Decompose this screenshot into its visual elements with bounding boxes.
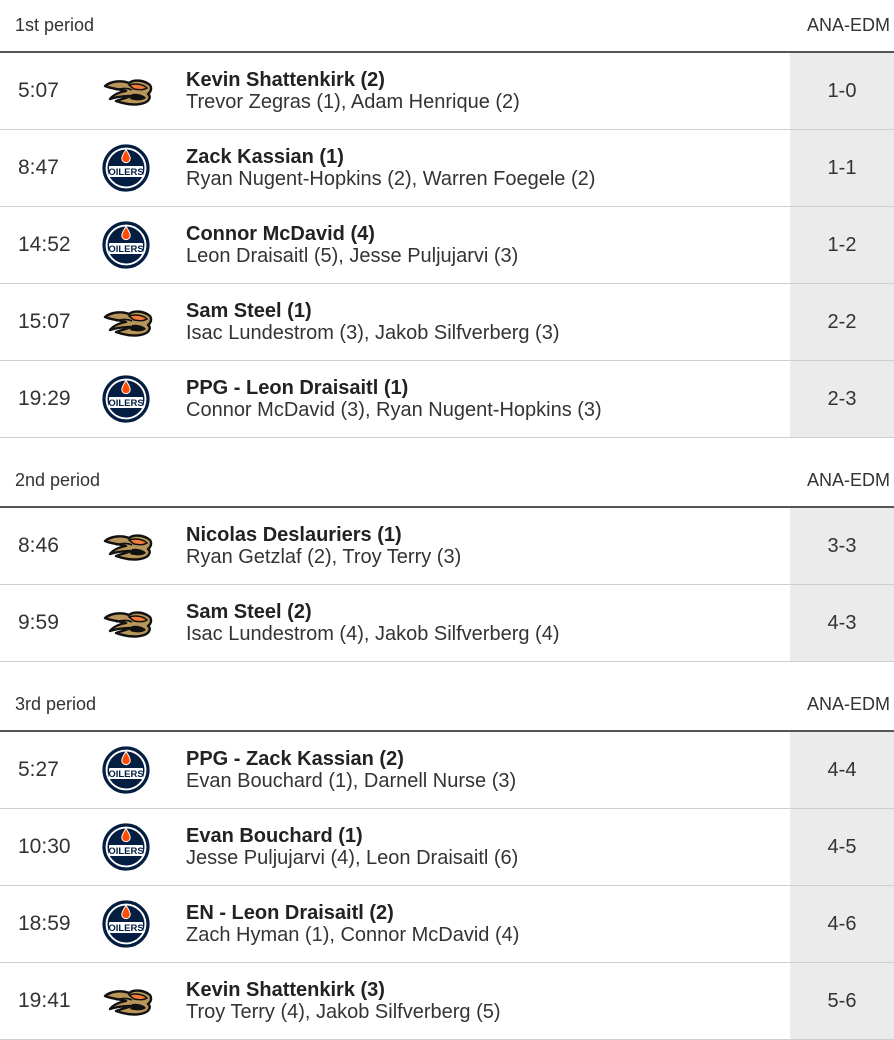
ducks-logo-icon [102, 305, 154, 339]
goal-info [186, 130, 790, 206]
ducks-logo-icon [102, 984, 154, 1018]
goal-time: 10:30 [18, 835, 71, 858]
period-header [0, 455, 894, 508]
goal-info [186, 809, 790, 885]
goal-row[interactable] [0, 732, 894, 809]
goal-scorer: Sam Steel (2) [186, 601, 312, 623]
goal-scorer: PPG - Zack Kassian (2) [186, 748, 404, 770]
goal-scorer: Connor McDavid (4) [186, 223, 375, 245]
running-score: 2-2 [790, 284, 894, 360]
period-header [0, 0, 894, 53]
ducks-logo-icon [102, 529, 154, 563]
goal-info [186, 732, 790, 808]
goal-info [186, 585, 790, 661]
goal-assists: Troy Terry (4), Jakob Silfverberg (5) [186, 1001, 501, 1023]
goal-time: 8:47 [18, 156, 59, 179]
running-score: 3-3 [790, 508, 894, 584]
goal-time: 5:07 [18, 79, 59, 102]
goal-assists: Jesse Puljujarvi (4), Leon Draisaitl (6) [186, 847, 519, 869]
goal-time: 19:41 [18, 989, 71, 1012]
goal-time: 19:29 [18, 387, 71, 410]
goal-row[interactable] [0, 284, 894, 361]
period-label: 3rd period [15, 694, 97, 714]
goal-assists: Connor McDavid (3), Ryan Nugent-Hopkins (3) [186, 399, 602, 421]
team-logo [100, 508, 186, 584]
team-logo [100, 53, 186, 129]
goal-row[interactable] [0, 508, 894, 585]
ducks-logo-icon [102, 74, 154, 108]
oilers-logo-icon [102, 746, 150, 794]
goal-assists: Evan Bouchard (1), Darnell Nurse (3) [186, 770, 517, 792]
goal-time: 8:46 [18, 534, 59, 557]
goal-info [186, 361, 790, 437]
team-logo [100, 886, 186, 962]
svg-text:OILERS: OILERS [108, 398, 144, 409]
svg-text:OILERS: OILERS [108, 769, 144, 780]
goal-scorer: Nicolas Deslauriers (1) [186, 524, 402, 546]
goal-info [186, 284, 790, 360]
goal-assists: Isac Lundestrom (4), Jakob Silfverberg (4) [186, 623, 560, 645]
goal-scorer: Kevin Shattenkirk (3) [186, 979, 385, 1001]
oilers-logo-icon [102, 144, 150, 192]
oilers-logo-icon [102, 823, 150, 871]
period-label: 2nd period [15, 470, 101, 490]
goal-row[interactable] [0, 207, 894, 284]
goal-info [186, 963, 790, 1039]
goal-info [186, 207, 790, 283]
running-score: 2-3 [790, 361, 894, 437]
team-logo [100, 207, 186, 283]
goal-scorer: PPG - Leon Draisaitl (1) [186, 377, 409, 399]
goal-assists: Ryan Getzlaf (2), Troy Terry (3) [186, 546, 462, 568]
team-logo [100, 361, 186, 437]
goal-row[interactable] [0, 130, 894, 207]
goal-info [186, 886, 790, 962]
goal-time: 18:59 [18, 912, 71, 935]
goal-time: 9:59 [18, 611, 59, 634]
goal-scorer: Evan Bouchard (1) [186, 825, 363, 847]
goal-row[interactable] [0, 809, 894, 886]
team-logo [100, 732, 186, 808]
goal-scorer: Zack Kassian (1) [186, 146, 344, 168]
goal-row[interactable] [0, 53, 894, 130]
goal-row[interactable] [0, 886, 894, 963]
svg-text:OILERS: OILERS [108, 167, 144, 178]
score-column-header: ANA-EDM [806, 694, 890, 714]
goal-row[interactable] [0, 361, 894, 438]
period-spacer [0, 438, 894, 455]
ducks-logo-icon [102, 606, 154, 640]
running-score: 1-1 [790, 130, 894, 206]
running-score: 4-3 [790, 585, 894, 661]
score-column-header: ANA-EDM [806, 15, 890, 35]
period-label: 1st period [15, 15, 95, 35]
team-logo [100, 963, 186, 1039]
running-score: 5-6 [790, 963, 894, 1039]
running-score: 4-4 [790, 732, 894, 808]
goal-scorer: Kevin Shattenkirk (2) [186, 69, 385, 91]
running-score: 4-5 [790, 809, 894, 885]
period-section [0, 0, 894, 438]
goal-assists: Isac Lundestrom (3), Jakob Silfverberg (3) [186, 322, 560, 344]
goal-row[interactable] [0, 585, 894, 662]
oilers-logo-icon [102, 375, 150, 423]
period-header [0, 679, 894, 732]
running-score: 1-0 [790, 53, 894, 129]
goal-row[interactable] [0, 963, 894, 1040]
goal-assists: Ryan Nugent-Hopkins (2), Warren Foegele (2) [186, 168, 596, 190]
team-logo [100, 130, 186, 206]
team-logo [100, 585, 186, 661]
goal-time: 14:52 [18, 233, 71, 256]
svg-text:OILERS: OILERS [108, 923, 144, 934]
running-score: 1-2 [790, 207, 894, 283]
goal-assists: Trevor Zegras (1), Adam Henrique (2) [186, 91, 520, 113]
svg-text:OILERS: OILERS [108, 846, 144, 857]
goal-info [186, 508, 790, 584]
goal-assists: Leon Draisaitl (5), Jesse Puljujarvi (3) [186, 245, 519, 267]
goal-info [186, 53, 790, 129]
period-section [0, 679, 894, 1040]
period-spacer [0, 662, 894, 679]
team-logo [100, 809, 186, 885]
svg-text:OILERS: OILERS [108, 244, 144, 255]
oilers-logo-icon [102, 221, 150, 269]
team-logo [100, 284, 186, 360]
period-section [0, 455, 894, 662]
goal-time: 15:07 [18, 310, 71, 333]
goal-time: 5:27 [18, 758, 59, 781]
goal-scorer: EN - Leon Draisaitl (2) [186, 902, 394, 924]
oilers-logo-icon [102, 900, 150, 948]
running-score: 4-6 [790, 886, 894, 962]
goal-assists: Zach Hyman (1), Connor McDavid (4) [186, 924, 520, 946]
score-column-header: ANA-EDM [806, 470, 890, 490]
goal-scorer: Sam Steel (1) [186, 300, 312, 322]
